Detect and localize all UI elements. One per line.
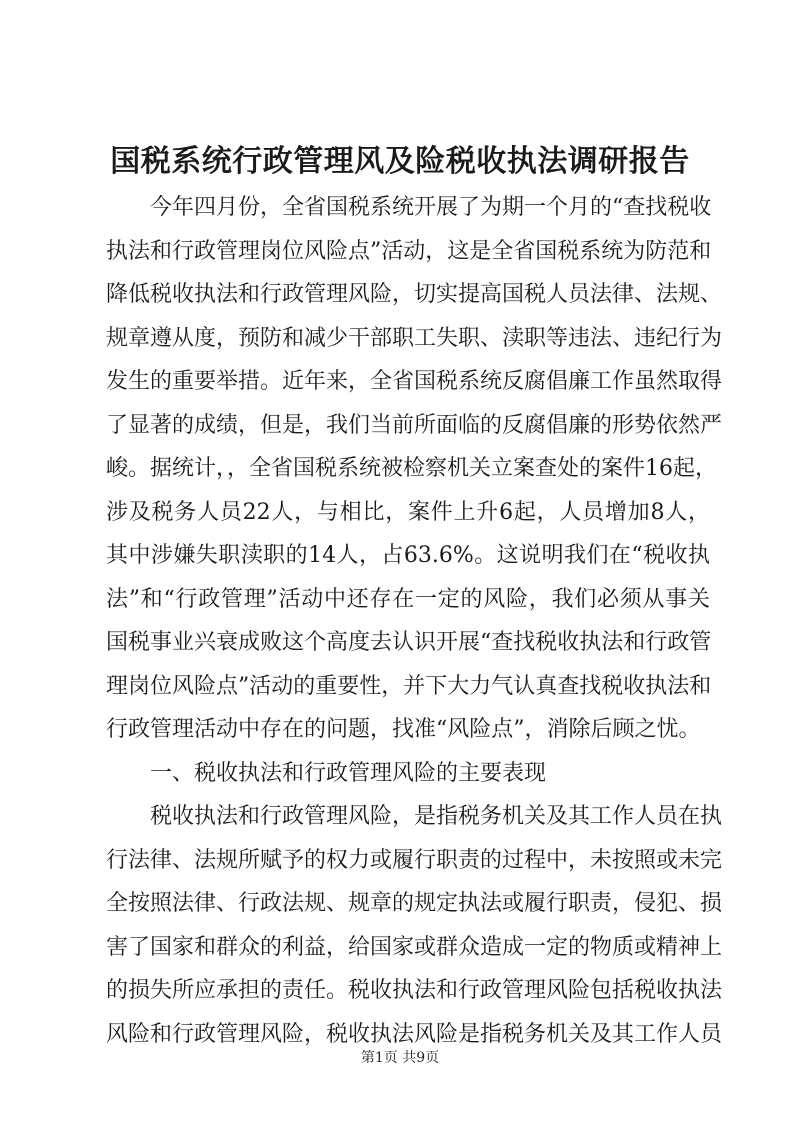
paragraph-line: 了显著的成绩，但是，我们当前所面临的反腐倡廉的形势依然严 bbox=[106, 412, 723, 438]
paragraph-line: 峻。据统计，，全省国税系统被检察机关立案查处的案件16起， bbox=[106, 456, 717, 481]
paragraph-line: 降低税收执法和行政管理风险，切实提高国税人员法律、法规、 bbox=[106, 282, 723, 307]
document-title: 国税系统行政管理风及险税收执法调研报告 bbox=[110, 144, 690, 179]
paragraph-line: 的损失所应承担的责任。税收执法和行政管理风险包括税收执法 bbox=[106, 978, 723, 1003]
paragraph-line: 今年四月份，全省国税系统开展了为期一个月的“查找税收 bbox=[150, 195, 712, 220]
paragraph-line: 害了国家和群众的利益，给国家或群众造成一定的物质或精神上 bbox=[106, 934, 723, 960]
paragraph-line: 法”和“行政管理”活动中还存在一定的风险，我们必须从事关 bbox=[106, 586, 710, 612]
page-footer: 第1页 共9页 bbox=[360, 1050, 440, 1066]
paragraph-line: 其中涉嫌失职渎职的14人，占63.6%。这说明我们在“税收执 bbox=[106, 543, 710, 568]
paragraph-line: 国税事业兴衰成败这个高度去认识开展“查找税收执法和行政管 bbox=[106, 630, 712, 655]
paragraph-line: 行政管理活动中存在的问题，找准“风险点”，消除后顾之忧。 bbox=[106, 717, 701, 742]
paragraph-line: 发生的重要举措。近年来，全省国税系统反腐倡廉工作虽然取得 bbox=[106, 369, 723, 394]
paragraph-line: 规章遵从度，预防和减少干部职工失职、渎职等违法、违纪行为 bbox=[106, 325, 723, 351]
paragraph-line: 全按照法律、行政法规、规章的规定执法或履行职责，侵犯、损 bbox=[106, 891, 723, 916]
section-heading: 一、税收执法和行政管理风险的主要表现 bbox=[150, 760, 547, 786]
paragraph-line: 风险和行政管理风险，税收执法风险是指税务机关及其工作人员 bbox=[106, 1021, 723, 1047]
paragraph-line: 税收执法和行政管理风险，是指税务机关及其工作人员在执 bbox=[150, 804, 723, 829]
paragraph-line: 理岗位风险点”活动的重要性，并下大力气认真查找税收执法和 bbox=[106, 673, 712, 699]
paragraph-line: 执法和行政管理岗位风险点”活动，这是全省国税系统为防范和 bbox=[106, 238, 712, 264]
document-body bbox=[106, 186, 723, 1056]
paragraph-line: 涉及税务人员22人，与相比，案件上升6起，人员增加8人， bbox=[106, 499, 710, 525]
paragraph-line: 行法律、法规所赋予的权力或履行职责的过程中，未按照或未完 bbox=[106, 847, 723, 873]
